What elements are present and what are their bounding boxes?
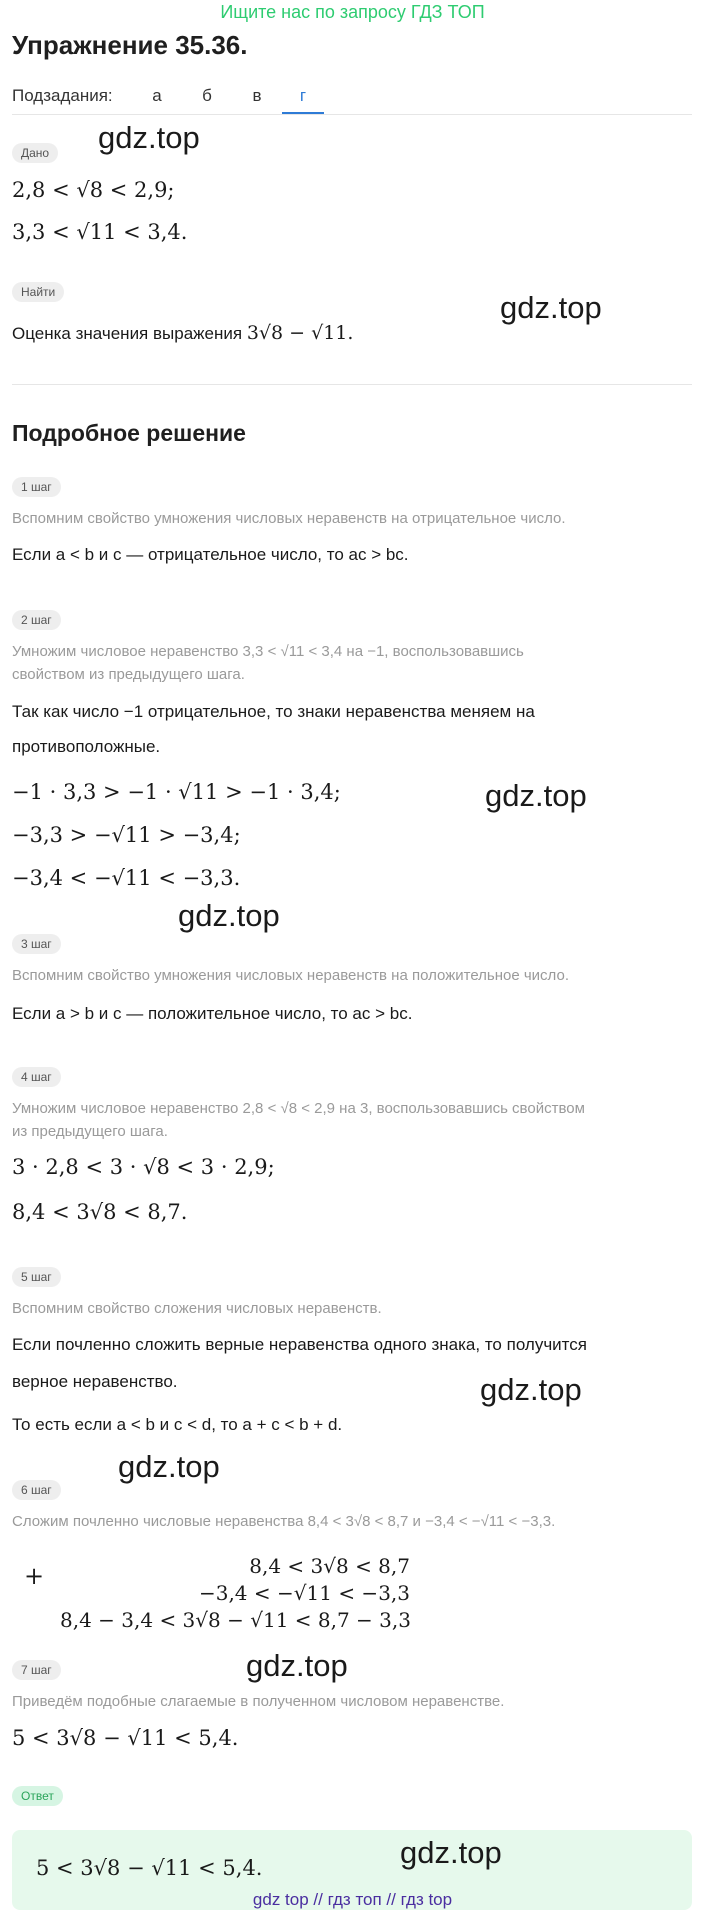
watermark: gdz.top xyxy=(246,1648,348,1683)
step-4-math-2: 8,4 < 3√8 < 8,7. xyxy=(12,1200,188,1224)
step-4-badge: 4 шаг xyxy=(12,1067,61,1087)
system-line-1: 8,4 < 3√8 < 8,7 xyxy=(249,1554,410,1578)
step-4-hint-2: из предыдущего шага. xyxy=(12,1123,168,1140)
step-1-badge: 1 шаг xyxy=(12,477,61,497)
step-5-text-1: Если почленно сложить верные неравенства одного знака, то получится xyxy=(12,1335,587,1354)
step-5-text-2: верное неравенство. xyxy=(12,1372,178,1391)
system-line-2: −3,4 < −√11 < −3,3 xyxy=(198,1581,410,1605)
footer-links[interactable]: gdz top // гдз топ // гдз top xyxy=(252,1890,453,1909)
step-3-rule: Если a > b и c — положительное число, то ac > bc. xyxy=(12,1004,413,1023)
step-4-math-1: 3 · 2,8 < 3 · √8 < 3 · 2,9; xyxy=(12,1155,275,1179)
step-2-text-1: Так как число −1 отрицательное, то знаки неравенства меняем на xyxy=(12,702,535,721)
step-7-badge: 7 шаг xyxy=(12,1660,61,1680)
find-badge: Найти xyxy=(12,282,64,302)
divider xyxy=(12,384,692,385)
step-6-hint: Сложим почленно числовые неравенства 8,4 < 3√8 < 8,7 и −3,4 < −√11 < −3,3. xyxy=(12,1513,556,1530)
plus-sign: + xyxy=(24,1562,45,1590)
tab-b[interactable]: б xyxy=(202,86,212,105)
divider xyxy=(12,114,692,115)
step-4-hint-1: Умножим числовое неравенство 2,8 < √8 < 2,9 на 3, воспользовавшись свойством xyxy=(12,1100,585,1117)
page-title: Упражнение 35.36. xyxy=(12,30,248,60)
watermark: gdz.top xyxy=(118,1449,220,1484)
subtasks-label: Подзадания: xyxy=(12,86,113,105)
step-2-hint-2: свойством из предыдущего шага. xyxy=(12,666,245,683)
tab-v[interactable]: в xyxy=(252,86,262,105)
given-line-2: 3,3 < √11 < 3,4. xyxy=(12,220,188,244)
find-text xyxy=(12,322,353,344)
watermark: gdz.top xyxy=(500,290,602,325)
watermark: gdz.top xyxy=(400,1835,502,1870)
step-2-math-2: −3,3 > −√11 > −3,4; xyxy=(12,823,241,847)
find-expression: 3√8 − √11. xyxy=(246,322,354,344)
given-line-1: 2,8 < √8 < 2,9; xyxy=(12,178,175,202)
tab-g[interactable]: г xyxy=(299,86,307,105)
answer-math: 5 < 3√8 − √11 < 5,4. xyxy=(36,1856,263,1880)
step-7-math: 5 < 3√8 − √11 < 5,4. xyxy=(12,1726,239,1750)
step-2-text-2: противоположные. xyxy=(12,737,161,756)
step-6-badge: 6 шаг xyxy=(12,1480,61,1500)
step-5-badge: 5 шаг xyxy=(12,1267,61,1287)
watermark: gdz.top xyxy=(98,120,200,155)
step-3-badge: 3 шаг xyxy=(12,934,61,954)
step-2-math-3: −3,4 < −√11 < −3,3. xyxy=(12,866,241,890)
step-3-hint: Вспомним свойство умножения числовых неравенств на положительное число. xyxy=(12,967,569,984)
system-line-3: 8,4 − 3,4 < 3√8 − √11 < 8,7 − 3,3 xyxy=(60,1608,411,1632)
step-1-rule: Если a < b и c — отрицательное число, то ac > bc. xyxy=(12,545,409,564)
step-2-hint-1: Умножим числовое неравенство 3,3 < √11 < 3,4 на −1, воспользовавшись xyxy=(12,643,524,660)
step-7-hint: Приведём подобные слагаемые в полученном числовом неравенстве. xyxy=(12,1693,505,1710)
answer-badge: Ответ xyxy=(12,1786,63,1806)
tab-a[interactable]: а xyxy=(152,86,162,105)
solution-heading: Подробное решение xyxy=(12,420,246,446)
watermark: gdz.top xyxy=(485,778,587,813)
given-badge: Дано xyxy=(12,143,58,163)
step-2-math-1: −1 · 3,3 > −1 · √11 > −1 · 3,4; xyxy=(12,780,341,804)
find-label: Оценка значения выражения xyxy=(12,324,243,343)
step-5-hint: Вспомним свойство сложения числовых неравенств. xyxy=(12,1300,382,1317)
watermark: gdz.top xyxy=(178,898,280,933)
inequality-system xyxy=(60,1553,410,1634)
search-banner[interactable]: Ищите нас по запросу ГДЗ ТОП xyxy=(220,2,485,22)
step-2-badge: 2 шаг xyxy=(12,610,61,630)
step-1-hint: Вспомним свойство умножения числовых неравенств на отрицательное число. xyxy=(12,510,566,527)
watermark: gdz.top xyxy=(480,1372,582,1407)
step-5-rule: То есть если a < b и c < d, то a + c < b + d. xyxy=(12,1415,343,1434)
